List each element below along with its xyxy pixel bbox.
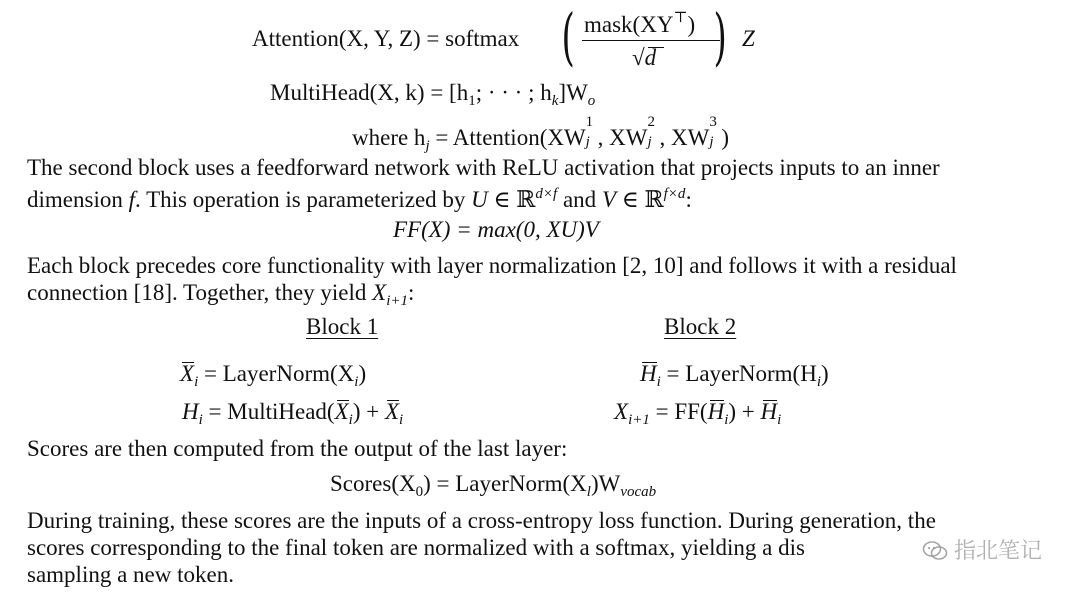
- b1-eq2-barsub: i: [348, 412, 353, 428]
- b2-eq1-rhs: = LayerNorm(H: [660, 361, 817, 386]
- p2-line2-X: X: [372, 280, 387, 305]
- multihead-close: ]W: [558, 80, 588, 105]
- b2-eq2-bar2: H: [760, 399, 778, 424]
- b1-eq2-bar2: X: [384, 399, 400, 424]
- wechat-icon: [922, 540, 948, 562]
- where-w1-sub: j: [585, 134, 590, 150]
- attention-denominator: √d: [632, 45, 657, 70]
- b1-eq1-lhs: X: [180, 361, 195, 386]
- block1-heading-text: Block 1: [306, 314, 379, 339]
- attention-left-paren: (: [561, 0, 575, 73]
- p3-text: Scores are then computed from the output of the last layer:: [27, 436, 568, 461]
- p1-line2-sup2: f×d: [663, 186, 686, 202]
- attention-sqrt-bar: [648, 47, 664, 48]
- multihead-subk: k: [551, 93, 559, 109]
- block2-equation2: [614, 398, 781, 434]
- p1-line2-end: :: [685, 187, 692, 212]
- attention-rhs: [742, 25, 755, 53]
- p1-line2-in2: ∈ ℝ: [616, 187, 664, 212]
- b2-eq2-lhs: X: [614, 399, 629, 424]
- b2-eq1-lhs: H: [640, 361, 657, 386]
- p1-line1: The second block uses a feedforward network with ReLU activation that projects inputs to an inner: [27, 155, 940, 180]
- attention-fraction-line: [582, 40, 720, 41]
- p2-line1: Each block precedes core functionality with layer normalization [2, 10] and follows it with a residual: [27, 253, 957, 278]
- paragraph-ffn-line1: [27, 154, 940, 181]
- b2-eq1-close: ): [821, 361, 829, 386]
- b1-eq1-rsub: i: [354, 374, 359, 390]
- where-prefix: where h: [352, 125, 426, 150]
- b1-eq2-mid: = MultiHead(: [202, 399, 335, 424]
- where-sep2: , XW: [659, 125, 710, 150]
- p2-line2-sub: i+1: [386, 293, 408, 309]
- b1-eq1-rhs: = LayerNorm(X: [198, 361, 355, 386]
- attention-right-paren: ): [713, 0, 727, 73]
- where-w2-sub: j: [647, 134, 652, 150]
- b2-eq2-bar: H: [707, 399, 725, 424]
- paragraph-scores: [27, 435, 567, 462]
- paragraph-block-line2: [27, 279, 414, 315]
- block1-equation1: [180, 360, 366, 396]
- p1-line2-and: and: [557, 187, 602, 212]
- where-w3-sup: 3: [709, 114, 717, 130]
- where-close: ): [721, 125, 729, 150]
- b1-eq2-bar2sub: i: [399, 412, 404, 428]
- paragraph-training-line2: [27, 534, 805, 561]
- ff-equation: [393, 216, 599, 244]
- paragraph-ffn-line2: [27, 181, 692, 213]
- p4-line3: sampling a new token.: [27, 562, 234, 587]
- multihead-sub1: 1: [468, 93, 476, 109]
- multihead-mid: ; · · · ; h: [475, 80, 552, 105]
- scores-subvocab: vocab: [620, 484, 657, 500]
- b2-eq2-barsub: i: [724, 412, 729, 428]
- attention-num-close: ): [687, 12, 696, 37]
- paragraph-training-line3: [27, 561, 234, 588]
- scores-subl: l: [586, 484, 591, 500]
- attention-lhs: Attention(X, Y, Z) = softmax: [252, 26, 520, 51]
- where-subj: j: [425, 138, 430, 154]
- b1-eq1-close: ): [358, 361, 367, 386]
- where-mid: = Attention(XW: [429, 125, 586, 150]
- where-sep1: , XW: [597, 125, 648, 150]
- p4-line1: During training, these scores are the inputs of a cross-entropy loss function. During generation, the: [27, 508, 936, 533]
- p4-line2: scores corresponding to the final token are normalized with a softmax, yielding a dis: [27, 535, 805, 560]
- b2-eq2-bar2sub: i: [777, 412, 782, 428]
- attention-num: mask(XY: [584, 12, 674, 37]
- b1-eq2-bar: X: [334, 399, 349, 424]
- watermark-text: 指北笔记: [953, 539, 1042, 564]
- p1-line2-b: . This operation is parameterized by: [134, 187, 472, 212]
- b1-eq1-sub: i: [194, 374, 199, 390]
- where-w1-sup: 1: [585, 114, 594, 130]
- scores-sub0: 0: [415, 484, 424, 500]
- block2-equation1: [640, 360, 829, 396]
- scores-equation: [330, 470, 656, 506]
- multihead-lhs: MultiHead(X, k) = [h: [270, 80, 469, 105]
- b1-eq2-lhs: H: [182, 399, 199, 424]
- scores-close: )W: [590, 471, 621, 496]
- b2-eq2-plus: ) +: [728, 399, 761, 424]
- scores-lhs: Scores(X: [330, 471, 416, 496]
- attention-num-sup: ⊤: [673, 10, 688, 26]
- block2-heading-text: Block 2: [664, 314, 737, 339]
- where-w2-sup: 2: [647, 114, 655, 130]
- p2-line2-end: :: [408, 280, 415, 305]
- block1-heading: [306, 314, 378, 340]
- block2-heading: [664, 314, 736, 340]
- b2-eq1-rsub: i: [816, 374, 821, 390]
- paragraph-training-line1: [27, 507, 936, 534]
- multihead-equation: [270, 79, 595, 115]
- b2-eq1-sub: i: [656, 374, 661, 390]
- block1-equation2: [182, 398, 403, 434]
- where-w3-sub: j: [709, 134, 714, 150]
- p1-line2-in1: ∈ ℝ: [487, 187, 536, 212]
- b2-eq2-sub: i+1: [628, 412, 650, 428]
- ff-text: FF(X) = max(0, XU)V: [393, 217, 599, 242]
- attention-rhs-z: Z: [742, 26, 755, 51]
- attention-equation-lhs: [252, 25, 519, 53]
- p1-line2-f: f: [128, 187, 135, 212]
- watermark: [922, 534, 1042, 565]
- p1-line2-V: V: [601, 187, 616, 212]
- attention-den: d: [644, 45, 657, 70]
- paragraph-block-line1: [27, 252, 957, 279]
- scores-mid: ) = LayerNorm(X: [423, 471, 587, 496]
- b2-eq2-mid: = FF(: [649, 399, 708, 424]
- p1-line2-a: dimension: [27, 187, 129, 212]
- p1-line2-sup1: d×f: [535, 186, 558, 202]
- multihead-subo: o: [587, 93, 596, 109]
- attention-numerator: [584, 8, 695, 38]
- b1-eq2-plus: ) +: [352, 399, 385, 424]
- b1-eq2-sub: i: [198, 412, 203, 428]
- p1-line2-U: U: [471, 187, 488, 212]
- p2-line2-a: connection [18]. Together, they yield: [27, 280, 373, 305]
